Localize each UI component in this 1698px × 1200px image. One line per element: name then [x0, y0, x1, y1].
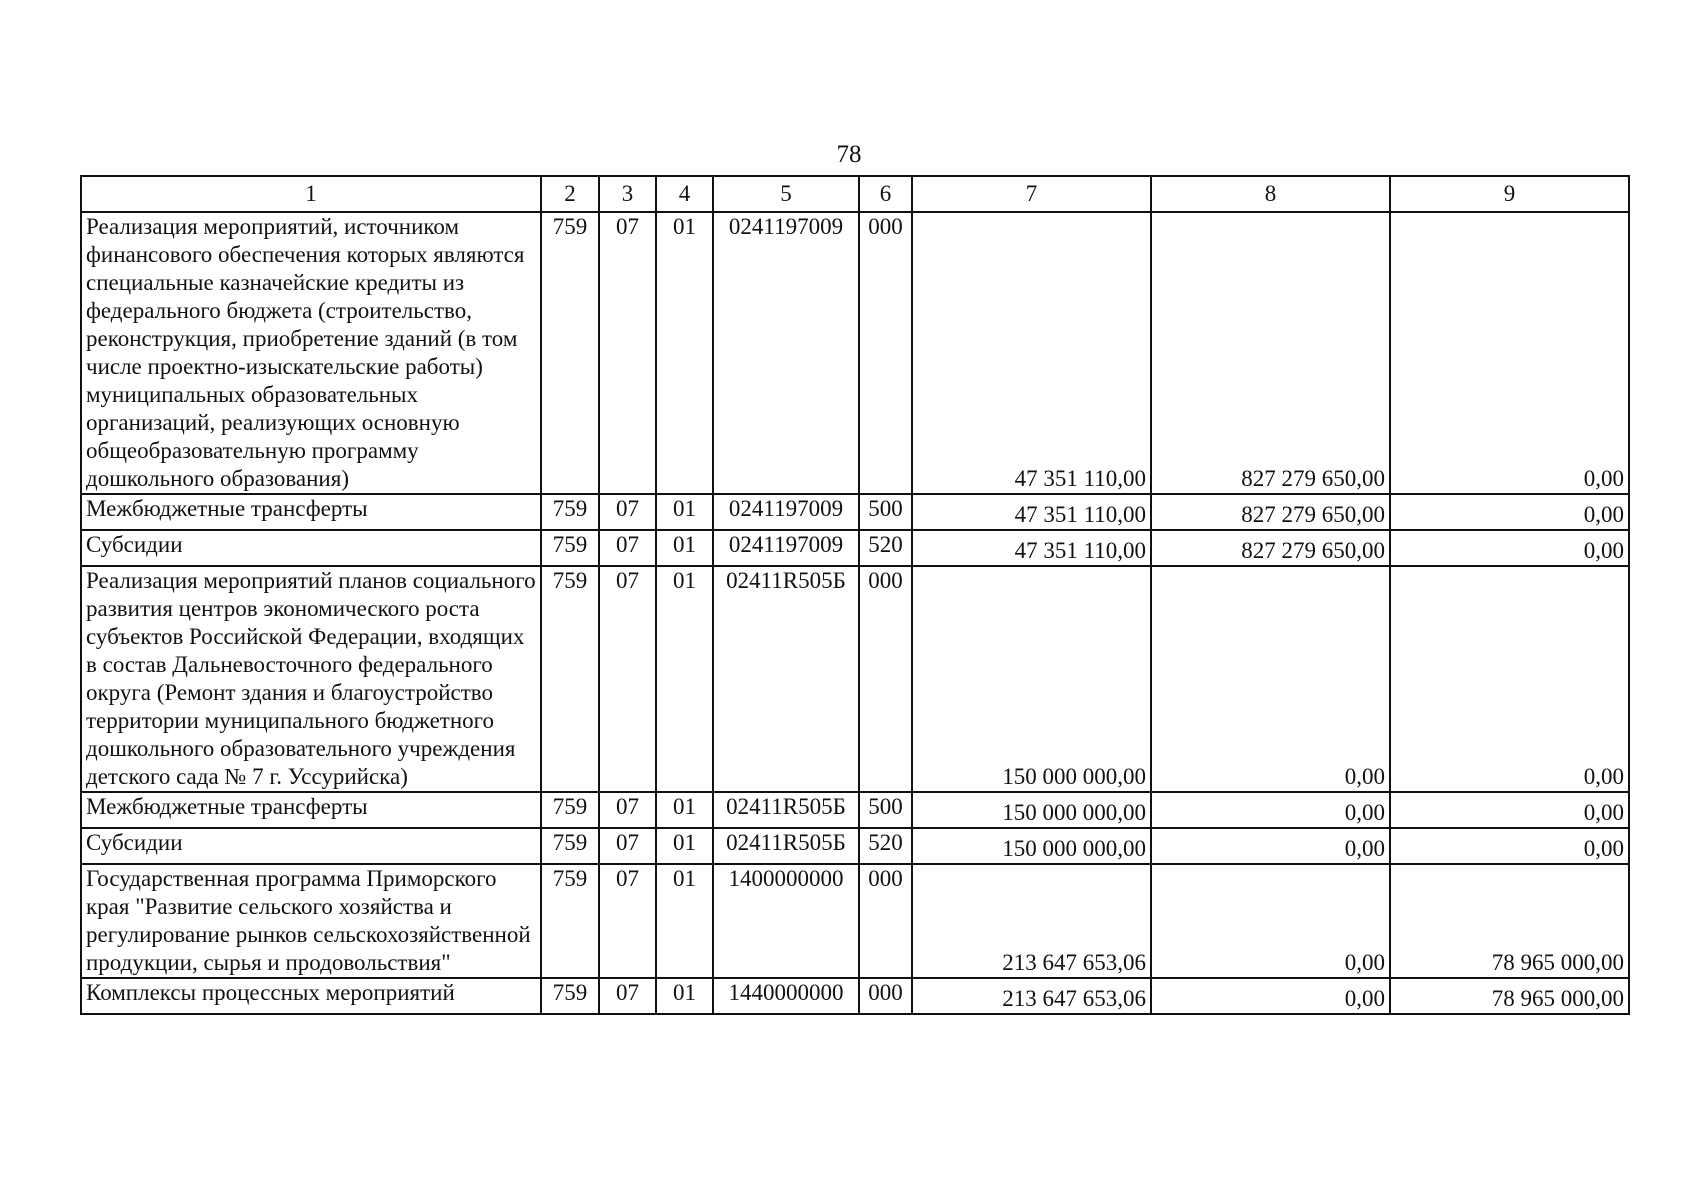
table-row [81, 978, 1629, 1014]
column-header: 7 [912, 176, 1151, 212]
ministry-code: 759 [541, 978, 599, 1014]
row-description: Комплексы процессных мероприятий [81, 978, 541, 1014]
table-row [81, 494, 1629, 530]
section-code: 07 [599, 864, 656, 978]
section-code: 07 [599, 566, 656, 792]
subsection-code: 01 [656, 530, 713, 566]
expense-type-code: 520 [859, 530, 912, 566]
row-description: Межбюджетные трансферты [81, 792, 541, 828]
table-row [81, 792, 1629, 828]
amount-column-9: 0,00 [1390, 494, 1629, 530]
ministry-code: 759 [541, 566, 599, 792]
amount-column-8: 0,00 [1151, 864, 1390, 978]
target-article-code: 02411R505Б [713, 792, 859, 828]
expense-type-code: 500 [859, 792, 912, 828]
ministry-code: 759 [541, 864, 599, 978]
section-code: 07 [599, 530, 656, 566]
target-article-code: 0241197009 [713, 494, 859, 530]
row-description: Реализация мероприятий планов социального развития центров экономического роста субъектов Российской Федерации, входящих в состав Дальневосточного федерального округа (Ремонт здания и благоустройство территории муниципального бюджетного дошкольного образовательного учреждения детского сада № 7 г. Уссурийска) [81, 566, 541, 792]
amount-column-8: 0,00 [1151, 792, 1390, 828]
column-header: 5 [713, 176, 859, 212]
amount-column-7: 213 647 653,06 [912, 978, 1151, 1014]
column-header: 8 [1151, 176, 1390, 212]
amount-column-7: 150 000 000,00 [912, 566, 1151, 792]
expense-type-code: 500 [859, 494, 912, 530]
subsection-code: 01 [656, 828, 713, 864]
budget-table [80, 175, 1630, 1015]
target-article-code: 1400000000 [713, 864, 859, 978]
amount-column-8: 0,00 [1151, 566, 1390, 792]
section-code: 07 [599, 792, 656, 828]
amount-column-8: 0,00 [1151, 978, 1390, 1014]
column-header: 4 [656, 176, 713, 212]
amount-column-9: 0,00 [1390, 828, 1629, 864]
row-description: Субсидии [81, 530, 541, 566]
amount-column-9: 0,00 [1390, 792, 1629, 828]
table-row [81, 566, 1629, 792]
expense-type-code: 000 [859, 212, 912, 494]
subsection-code: 01 [656, 494, 713, 530]
amount-column-8: 827 279 650,00 [1151, 212, 1390, 494]
amount-column-9: 78 965 000,00 [1390, 978, 1629, 1014]
amount-column-9: 78 965 000,00 [1390, 864, 1629, 978]
expense-type-code: 000 [859, 978, 912, 1014]
section-code: 07 [599, 494, 656, 530]
target-article-code: 02411R505Б [713, 828, 859, 864]
expense-type-code: 520 [859, 828, 912, 864]
amount-column-8: 827 279 650,00 [1151, 530, 1390, 566]
amount-column-9: 0,00 [1390, 530, 1629, 566]
row-description: Субсидии [81, 828, 541, 864]
row-description: Реализация мероприятий, источником финансового обеспечения которых являются специальные казначейские кредиты из федерального бюджета (строительство, реконструкция, приобретение зданий (в том числе проектно-изыскательские работы) муниципальных образовательных организаций, реализующих основную общеобразовательную программу дошкольного образования) [81, 212, 541, 494]
amount-column-7: 213 647 653,06 [912, 864, 1151, 978]
column-header: 1 [81, 176, 541, 212]
table-row [81, 864, 1629, 978]
expense-type-code: 000 [859, 864, 912, 978]
column-header: 6 [859, 176, 912, 212]
ministry-code: 759 [541, 792, 599, 828]
amount-column-8: 827 279 650,00 [1151, 494, 1390, 530]
subsection-code: 01 [656, 864, 713, 978]
column-number-header-row [81, 176, 1629, 212]
table-row [81, 828, 1629, 864]
subsection-code: 01 [656, 566, 713, 792]
expense-type-code: 000 [859, 566, 912, 792]
target-article-code: 0241197009 [713, 530, 859, 566]
section-code: 07 [599, 828, 656, 864]
amount-column-7: 47 351 110,00 [912, 494, 1151, 530]
row-description: Государственная программа Приморского края "Развитие сельского хозяйства и регулирование рынков сельскохозяйственной продукции, сырья и продовольствия" [81, 864, 541, 978]
ministry-code: 759 [541, 828, 599, 864]
amount-column-9: 0,00 [1390, 566, 1629, 792]
row-description: Межбюджетные трансферты [81, 494, 541, 530]
ministry-code: 759 [541, 494, 599, 530]
target-article-code: 02411R505Б [713, 566, 859, 792]
amount-column-7: 150 000 000,00 [912, 792, 1151, 828]
ministry-code: 759 [541, 530, 599, 566]
section-code: 07 [599, 978, 656, 1014]
column-header: 2 [541, 176, 599, 212]
target-article-code: 0241197009 [713, 212, 859, 494]
subsection-code: 01 [656, 978, 713, 1014]
column-header: 3 [599, 176, 656, 212]
amount-column-7: 150 000 000,00 [912, 828, 1151, 864]
page-number: 78 [836, 141, 862, 168]
amount-column-7: 47 351 110,00 [912, 212, 1151, 494]
table-row [81, 530, 1629, 566]
column-header: 9 [1390, 176, 1629, 212]
target-article-code: 1440000000 [713, 978, 859, 1014]
subsection-code: 01 [656, 212, 713, 494]
amount-column-8: 0,00 [1151, 828, 1390, 864]
subsection-code: 01 [656, 792, 713, 828]
amount-column-9: 0,00 [1390, 212, 1629, 494]
amount-column-7: 47 351 110,00 [912, 530, 1151, 566]
section-code: 07 [599, 212, 656, 494]
ministry-code: 759 [541, 212, 599, 494]
table-row [81, 212, 1629, 494]
